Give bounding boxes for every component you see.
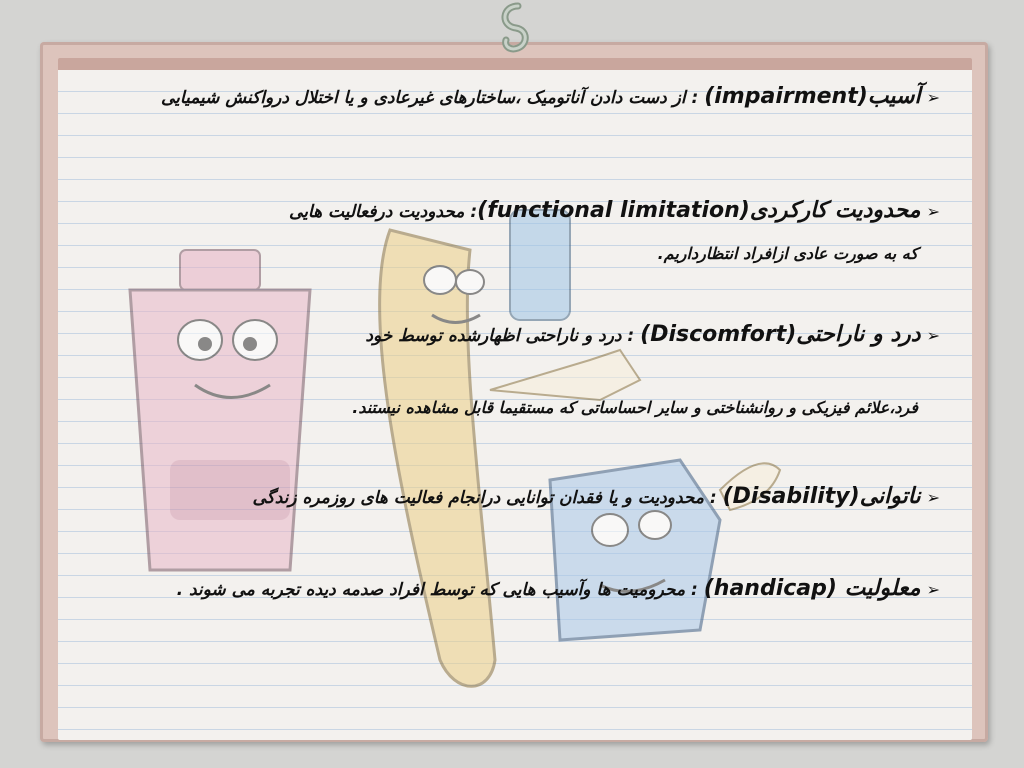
item-description: : از دست دادن آناتومیک ،ساختارهای غیرعادی و یا اختلال درواکنش شیمیایی <box>161 88 705 108</box>
item-term: معلولیت (handicap) <box>703 576 921 601</box>
item-term: درد و ناراحتی(Discomfort) <box>640 322 921 347</box>
cartoon-illustration <box>60 190 960 710</box>
list-item <box>70 198 940 225</box>
paper-hook-icon <box>488 0 544 62</box>
bullet-arrow-icon: ➢ <box>926 326 940 345</box>
item-description: : محدودیت درفعالیت هایی <box>289 202 478 222</box>
list-item <box>70 322 940 349</box>
list-item <box>70 484 940 511</box>
bullet-arrow-icon: ➢ <box>926 88 940 107</box>
item-continuation: فرد،علائم فیزیکی و روانشناختی و سایر احساساتی که مستقیما قابل مشاهده نیستند. <box>352 398 918 417</box>
list-item <box>70 84 940 111</box>
item-description: : محرومیت ها وآسیب هایی که توسط افراد صدمه دیده تجربه می شوند . <box>176 580 704 600</box>
bullet-arrow-icon: ➢ <box>926 488 940 507</box>
bullet-arrow-icon: ➢ <box>926 202 940 221</box>
item-term: محدودیت کارکردی(functional limitation) <box>477 198 921 223</box>
item-term: آسیب(impairment) <box>704 84 921 109</box>
item-description: : درد و ناراحتی اظهارشده توسط خود <box>365 326 641 346</box>
toothpaste-character-icon <box>130 250 310 570</box>
item-description: : محدودیت و یا فقدان توانایی درانجام فعالیت های روزمره زندگی <box>252 488 723 508</box>
bullet-arrow-icon: ➢ <box>926 580 940 599</box>
item-continuation: که به صورت عادی ازافراد انتظارداریم. <box>657 244 918 263</box>
item-term: ناتوانی(Disability) <box>722 484 921 509</box>
list-item <box>70 576 940 603</box>
